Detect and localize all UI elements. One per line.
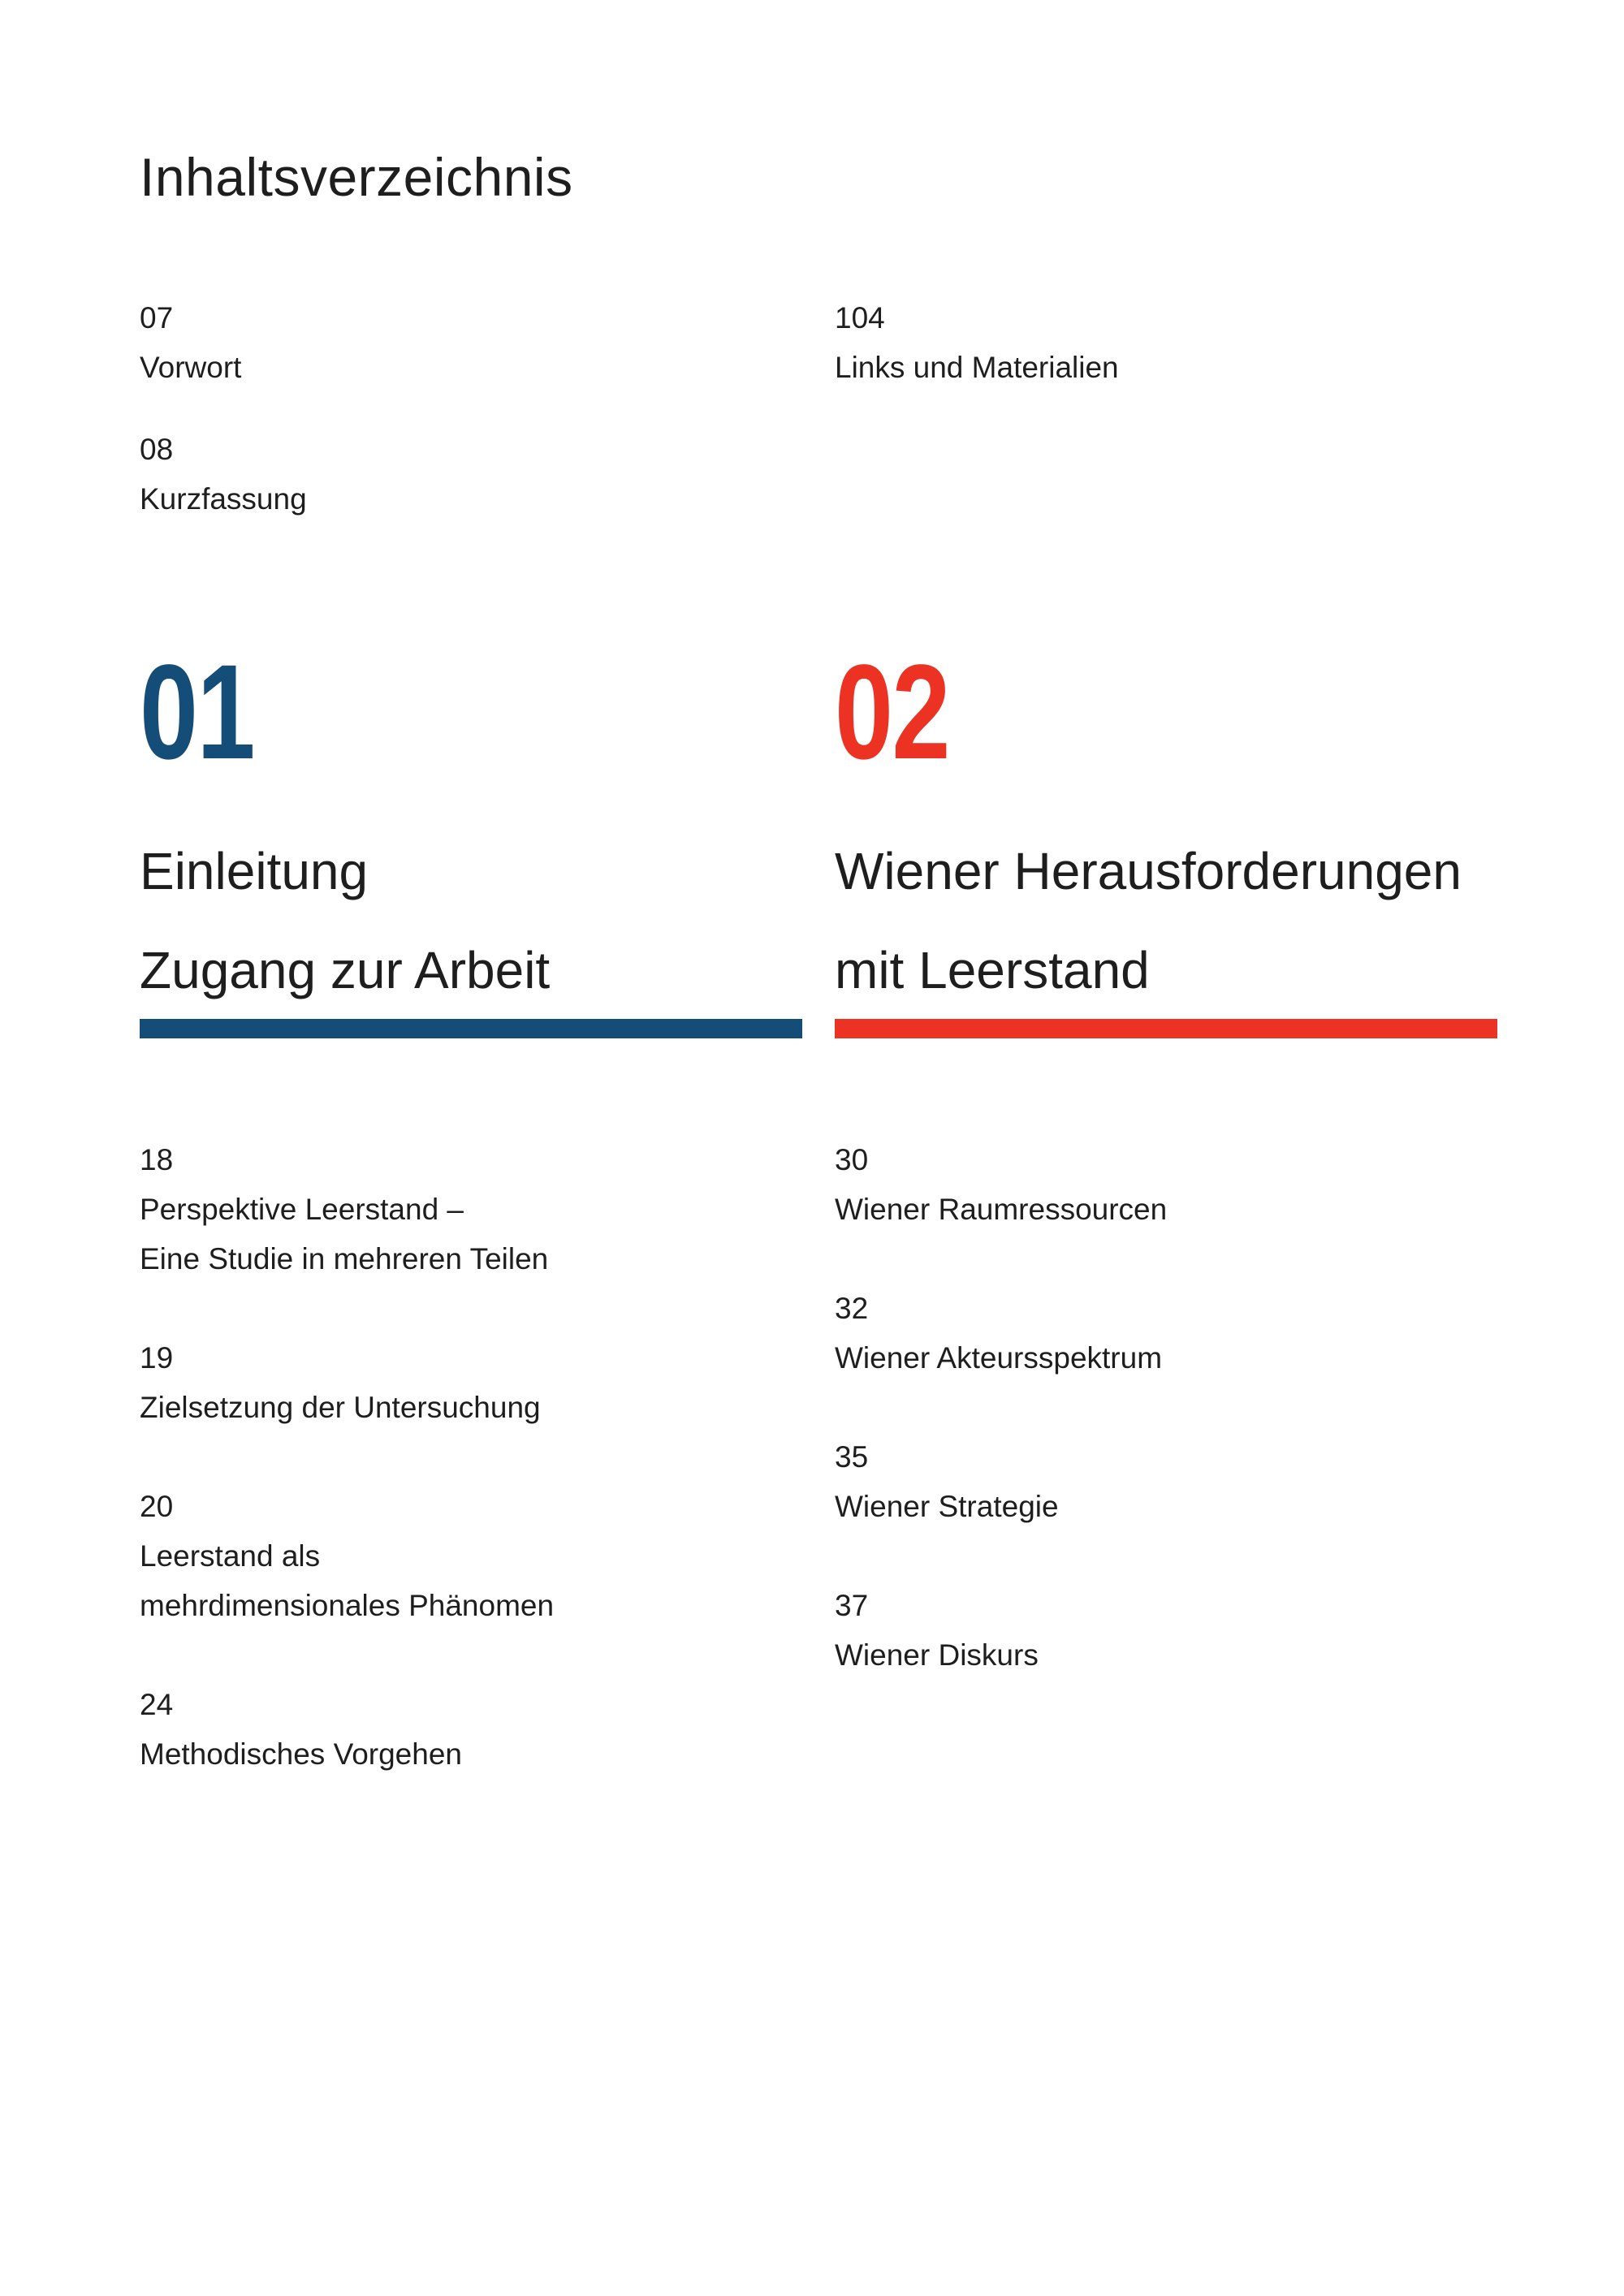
- chapter-2-number: 02: [835, 637, 949, 788]
- toc-entry-wiener-strategie[interactable]: [835, 1432, 1059, 1531]
- toc-entry-perspektive-leerstand[interactable]: [140, 1135, 548, 1284]
- chapter-2-divider: [835, 1019, 1497, 1038]
- toc-entry-label: Zielsetzung der Untersuchung: [140, 1391, 541, 1424]
- toc-page-number: 18: [140, 1143, 174, 1176]
- chapter-title-line: Wiener Herausforderungen: [835, 842, 1462, 900]
- toc-entry-label: Methodisches Vorgehen: [140, 1737, 462, 1771]
- toc-entry-label: Vorwort: [140, 351, 242, 384]
- toc-entry-label: Eine Studie in mehreren Teilen: [140, 1242, 549, 1275]
- page-title: Inhaltsverzeichnis: [140, 147, 573, 207]
- toc-entry-label: Wiener Diskurs: [835, 1638, 1039, 1672]
- toc-entry-zielsetzung[interactable]: [140, 1333, 541, 1432]
- toc-page-number: 32: [835, 1292, 869, 1325]
- chapter-title-line: mit Leerstand: [835, 941, 1150, 999]
- toc-entry-label: Kurzfassung: [140, 482, 307, 516]
- toc-page-number: 104: [835, 301, 885, 334]
- toc-entry-leerstand-phaenomen[interactable]: [140, 1482, 554, 1630]
- toc-entry-label: Wiener Akteursspektrum: [835, 1341, 1163, 1375]
- toc-entry-methodisches-vorgehen[interactable]: [140, 1680, 462, 1779]
- chapter-title-line: Einleitung: [140, 842, 369, 900]
- toc-entry-label: Perspektive Leerstand –: [140, 1193, 464, 1226]
- toc-entry-label: Leerstand als: [140, 1539, 321, 1573]
- toc-page-number: 07: [140, 301, 174, 334]
- toc-entry-label: Wiener Raumressourcen: [835, 1193, 1168, 1226]
- toc-entry-wiener-raumressourcen[interactable]: [835, 1135, 1167, 1234]
- toc-entry-kurzfassung[interactable]: [140, 425, 307, 524]
- toc-entry-label: Wiener Strategie: [835, 1490, 1059, 1523]
- toc-entry-label: mehrdimensionales Phänomen: [140, 1589, 555, 1622]
- toc-page-number: 24: [140, 1688, 174, 1721]
- toc-page-number: 30: [835, 1143, 869, 1176]
- toc-entry-vorwort[interactable]: [140, 293, 241, 392]
- toc-page-number: 19: [140, 1341, 174, 1375]
- toc-page-number: 08: [140, 433, 174, 466]
- toc-page-number: 35: [835, 1440, 869, 1474]
- chapter-2-title[interactable]: [835, 822, 1462, 1020]
- toc-page-number: 37: [835, 1589, 869, 1622]
- chapter-1-divider: [140, 1019, 802, 1038]
- toc-entry-label: Links und Materialien: [835, 351, 1119, 384]
- toc-entry-links-materialien[interactable]: [835, 293, 1119, 392]
- toc-page-number: 20: [140, 1490, 174, 1523]
- chapter-1-number: 01: [140, 637, 254, 788]
- toc-entry-wiener-akteursspektrum[interactable]: [835, 1284, 1162, 1383]
- chapter-title-line: Zugang zur Arbeit: [140, 941, 551, 999]
- toc-entry-wiener-diskurs[interactable]: [835, 1581, 1039, 1680]
- chapter-1-title[interactable]: [140, 822, 550, 1020]
